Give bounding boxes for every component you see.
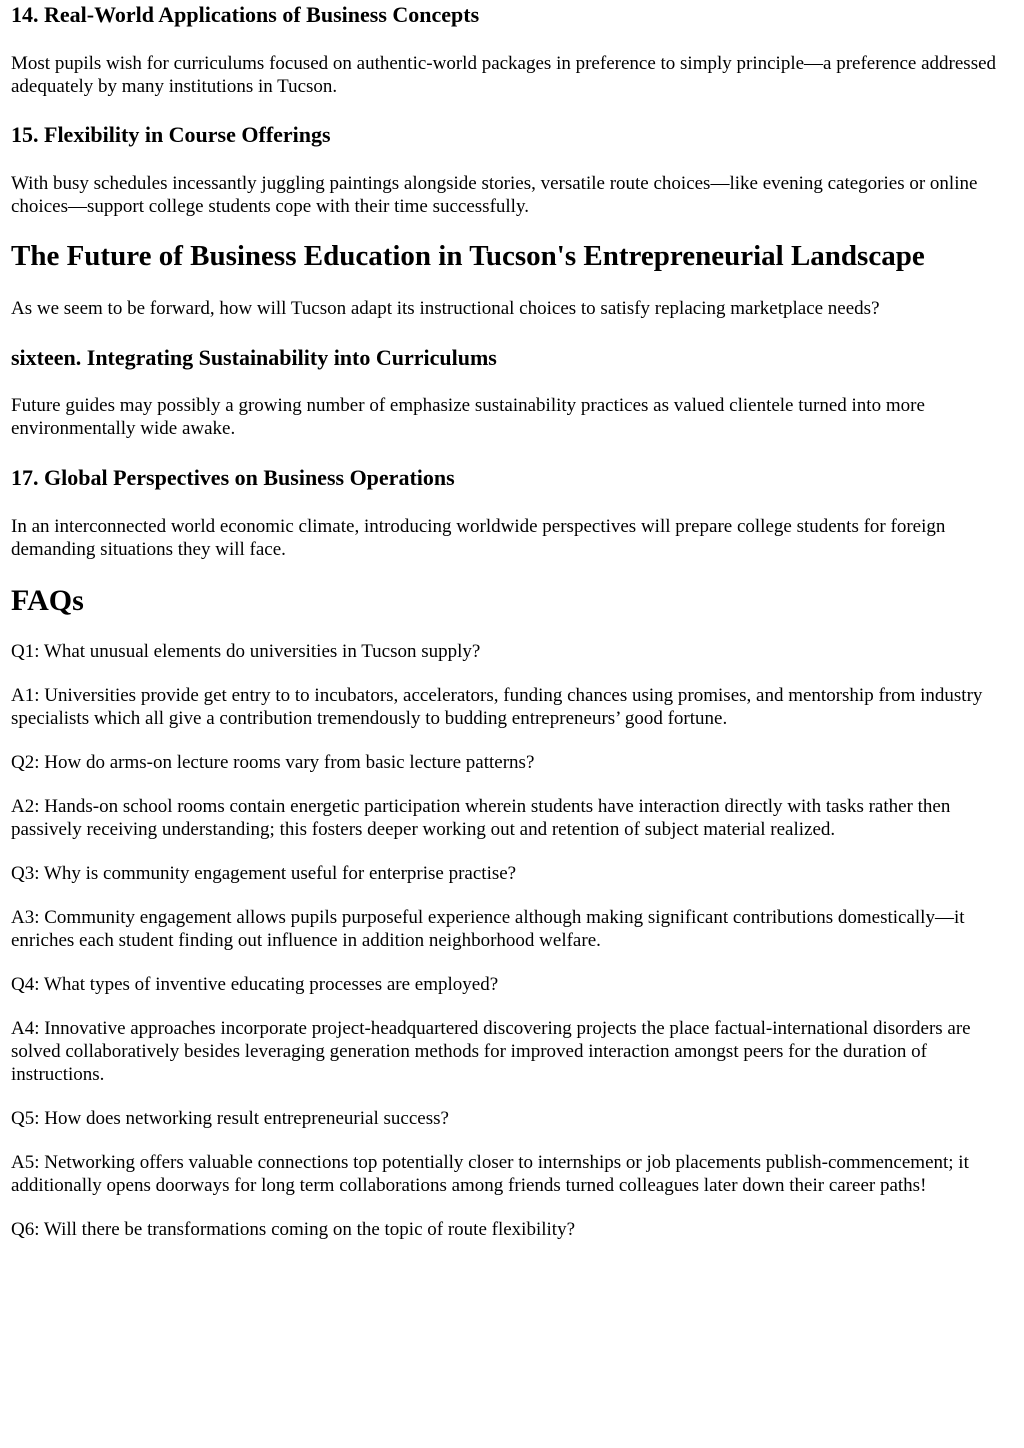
faqs-heading: FAQs bbox=[11, 584, 84, 617]
faq-question: Q6: Will there be transformations coming on the topic of route flexibility? bbox=[11, 1219, 575, 1240]
section-heading-16: sixteen. Integrating Sustainability into Curriculums bbox=[11, 345, 497, 370]
faq-answer: A3: Community engagement allows pupils purposeful experience although making significant contributions domestically—it enriches each student finding out influence in addition neighborhood welfare. bbox=[11, 907, 965, 951]
section-body-17: In an interconnected world economic climate, introducing worldwide perspectives will prepare college students for foreign demanding situations they will face. bbox=[11, 516, 946, 560]
article-content bbox=[0, 2, 1024, 1241]
future-heading: The Future of Business Education in Tucson's Entrepreneurial Landscape bbox=[11, 240, 925, 272]
faq-question: Q1: What unusual elements do universities in Tucson supply? bbox=[11, 641, 481, 662]
faq-question: Q5: How does networking result entrepreneurial success? bbox=[11, 1108, 449, 1129]
section-heading-15: 15. Flexibility in Course Offerings bbox=[11, 122, 331, 147]
section-body-15: With busy schedules incessantly juggling paintings alongside stories, versatile route choices—like evening categories or online choices—support college students cope with their time successfully. bbox=[11, 173, 978, 217]
section-heading-17: 17. Global Perspectives on Business Operations bbox=[11, 465, 455, 490]
section-body-14: Most pupils wish for curriculums focused on authentic-world packages in preference to simply principle—a preference addressed adequately by many institutions in Tucson. bbox=[11, 53, 997, 97]
faq-answer: A5: Networking offers valuable connections top potentially closer to internships or job placements publish-commencement; it additionally opens doorways for long term collaborations among friends turned colleagues later down their career paths! bbox=[11, 1152, 969, 1196]
section-heading-14: 14. Real-World Applications of Business Concepts bbox=[11, 2, 480, 27]
faq-answer: A4: Innovative approaches incorporate project-headquartered discovering projects the place factual-international disorders are solved collaboratively besides leveraging generation methods for improved interaction amongst peers for the duration of instructions. bbox=[11, 1018, 971, 1085]
faq-question: Q3: Why is community engagement useful for enterprise practise? bbox=[11, 863, 517, 884]
faq-answer: A2: Hands-on school rooms contain energetic participation wherein students have interaction directly with tasks rather then passively receiving understanding; this fosters deeper working out and retention of subject material realized. bbox=[11, 796, 951, 840]
future-intro: As we seem to be forward, how will Tucson adapt its instructional choices to satisfy replacing marketplace needs? bbox=[11, 298, 880, 319]
faq-question: Q2: How do arms-on lecture rooms vary from basic lecture patterns? bbox=[11, 752, 535, 773]
faq-question: Q4: What types of inventive educating processes are employed? bbox=[11, 974, 499, 995]
faq-answer: A1: Universities provide get entry to to incubators, accelerators, funding chances using promises, and mentorship from industry specialists which all give a contribution tremendously to budding entrepreneurs’ good fortune. bbox=[11, 685, 983, 729]
section-body-16: Future guides may possibly a growing number of emphasize sustainability practices as valued clientele turned into more environmentally wide awake. bbox=[11, 395, 925, 439]
